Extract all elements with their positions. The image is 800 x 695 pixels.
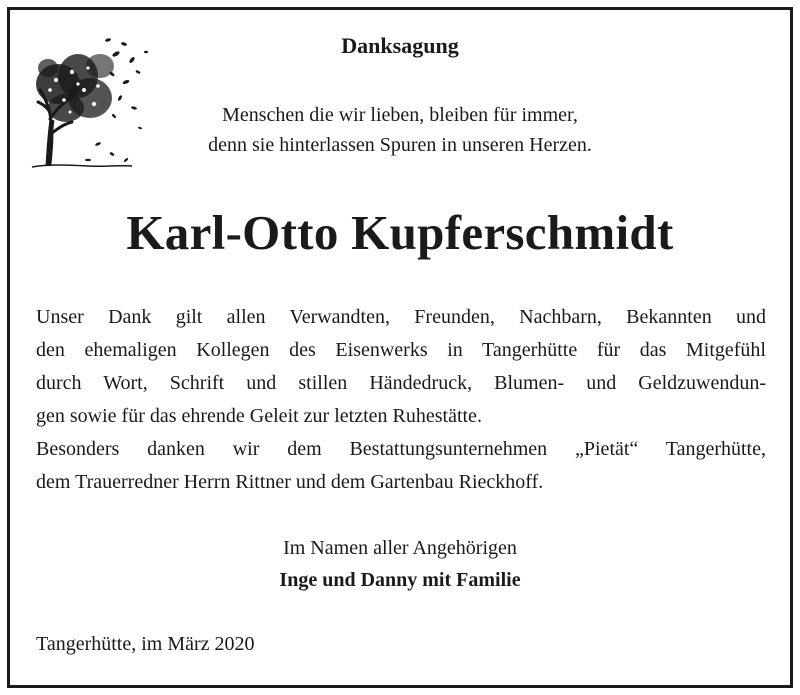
notice-heading: Danksagung	[341, 33, 459, 58]
signature-intro: Im Namen aller Angehörigen	[283, 537, 517, 559]
body-text-line: den ehemaligen Kollegen des Eisenwerks in Tangerhütte für das Mitgefühl	[36, 339, 766, 361]
verse-line: Menschen die wir lieben, bleiben für immer,	[222, 104, 578, 126]
signature-names: Inge und Danny mit Familie	[279, 569, 521, 591]
place-and-date: Tangerhütte, im März 2020	[36, 633, 255, 655]
body-text-line: Besonders danken wir dem Bestattungsunternehmen „Pietät“ Tangerhütte,	[36, 438, 766, 460]
verse-line: denn sie hinterlassen Spuren in unseren Herzen.	[208, 134, 592, 156]
body-text-line: gen sowie für das ehrende Geleit zur letzten Ruhestätte.	[36, 405, 482, 427]
body-text-line: dem Trauerredner Herrn Rittner und dem Gartenbau Rieckhoff.	[36, 471, 544, 493]
body-text-line: Unser Dank gilt allen Verwandten, Freunden, Nachbarn, Bekannten und	[36, 306, 766, 328]
body-text-line: durch Wort, Schrift und stillen Händedruck, Blumen- und Geldzuwendun-	[36, 372, 766, 394]
deceased-name: Karl-Otto Kupferschmidt	[126, 205, 674, 260]
